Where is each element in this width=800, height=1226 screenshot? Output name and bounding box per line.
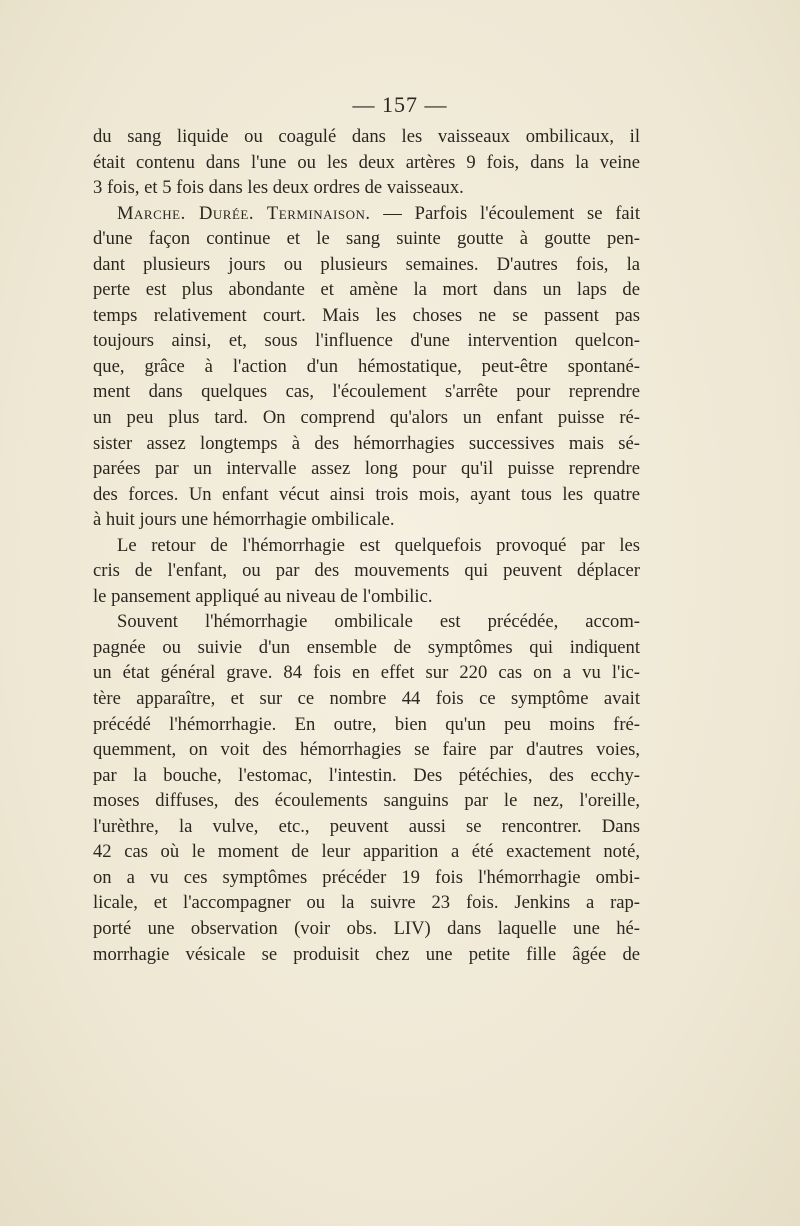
text-line: par la bouche, l'estomac, l'intestin. Des pétéchies, des ecchy- <box>93 764 640 786</box>
text-line: des forces. Un enfant vécut ainsi trois mois, ayant tous les quatre <box>93 483 640 505</box>
section-heading: Marche. Durée. Terminaison. <box>117 202 371 224</box>
text-line: que, grâce à l'action d'un hémostatique, peut-être spontané- <box>93 355 640 377</box>
text-line: d'une façon continue et le sang suinte goutte à goutte pen- <box>93 228 640 250</box>
text-line: quemment, on voit des hémorrhagies se faire par d'autres voies, <box>93 739 640 761</box>
page-number: — 157 — <box>352 92 448 117</box>
text-line: cris de l'enfant, ou par des mouvements qui peuvent déplacer <box>93 560 640 582</box>
text-line: pagnée ou suivie d'un ensemble de symptômes qui indiquent <box>93 636 640 658</box>
text-line: 42 cas où le moment de leur apparition a été exactement noté, <box>93 841 640 863</box>
text-line: Parfois l'écoulement se fait <box>414 202 640 224</box>
section-heading-line <box>93 201 640 227</box>
text-line: morrhagie vésicale se produisit chez une petite fille âgée de <box>93 943 640 965</box>
text-line: tère apparaître, et sur ce nombre 44 fois ce symptôme avait <box>93 688 640 710</box>
text-line: était contenu dans l'une ou les deux artères 9 fois, dans la veine <box>93 151 640 173</box>
text-line: du sang liquide ou coagulé dans les vaisseaux ombilicaux, il <box>93 126 640 147</box>
text-line: à huit jours une hémorrhagie ombilicale. <box>93 509 395 531</box>
text-line: moses diffuses, des écoulements sanguins par le nez, l'oreille, <box>93 790 640 812</box>
text-line: le pansement appliqué au niveau de l'ombilic. <box>93 585 433 607</box>
text-line: sister assez longtemps à des hémorrhagies successives mais sé- <box>93 432 640 454</box>
text-line: précédé l'hémorrhagie. En outre, bien qu'un peu moins fré- <box>93 713 640 735</box>
text-line: ment dans quelques cas, l'écoulement s'arrête pour reprendre <box>93 381 640 403</box>
text-line: temps relativement court. Mais les choses ne se passent pas <box>93 304 640 326</box>
text-line: Le retour de l'hémorrhagie est quelquefois provoqué par les <box>117 534 640 556</box>
text-line: l'urèthre, la vulve, etc., peuvent aussi se rencontrer. Dans <box>93 815 640 837</box>
text-line: toujours ainsi, et, sous l'influence d'une intervention quelcon- <box>93 330 640 352</box>
heading-dash: — <box>370 202 415 224</box>
text-line: licale, et l'accompagner ou la suivre 23 fois. Jenkins a rap- <box>93 892 640 914</box>
text-line: dant plusieurs jours ou plusieurs semaines. D'autres fois, la <box>93 253 640 275</box>
text-line: perte est plus abondante et amène la mort dans un laps de <box>93 279 640 301</box>
text-line: Souvent l'hémorrhagie ombilicale est précédée, accom- <box>117 611 640 633</box>
text-line: porté une observation (voir obs. LIV) dans laquelle une hé- <box>93 917 640 939</box>
text-line: un état général grave. 84 fois en effet sur 220 cas on a vu l'ic- <box>93 662 640 684</box>
text-line: 3 fois, et 5 fois dans les deux ordres de vaisseaux. <box>93 177 464 199</box>
text-line: on a vu ces symptômes précéder 19 fois l'hémorrhagie ombi- <box>93 866 640 888</box>
text-line: parées par un intervalle assez long pour qu'il puisse reprendre <box>93 458 640 480</box>
text-line: un peu plus tard. On comprend qu'alors un enfant puisse ré- <box>93 407 640 429</box>
body-text <box>93 124 640 967</box>
